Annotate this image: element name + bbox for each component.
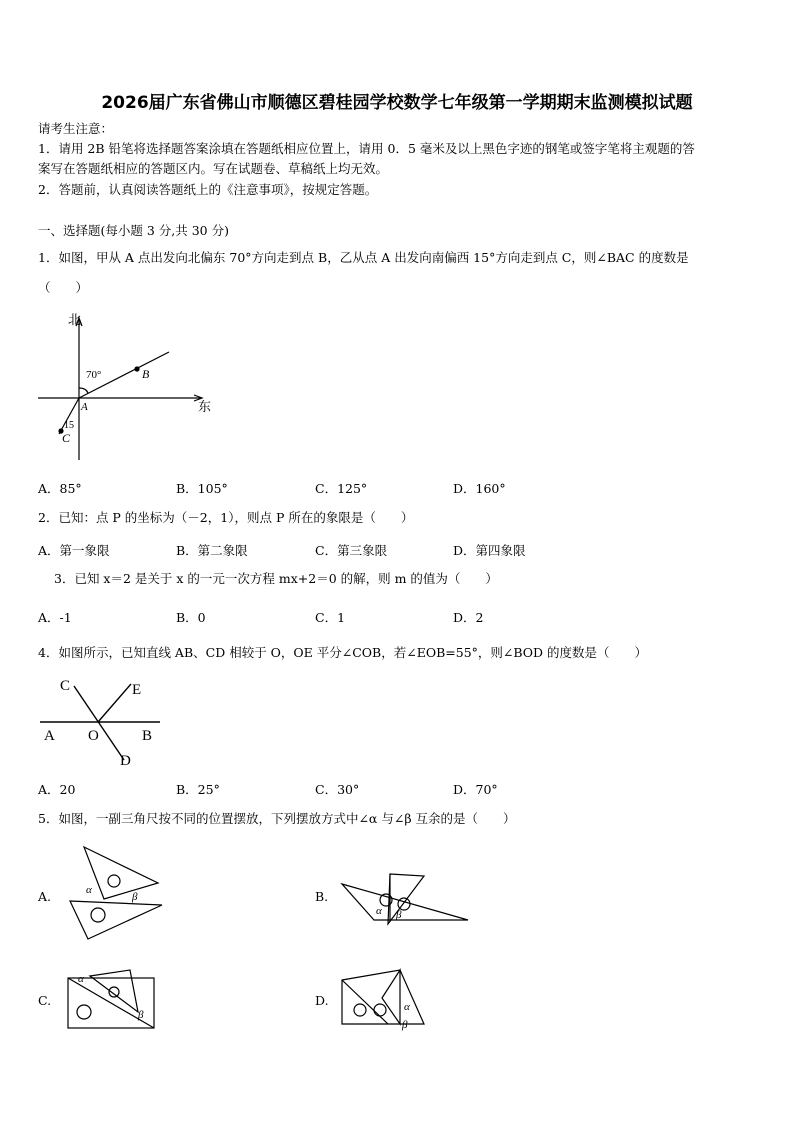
q1-label-15: 15 [64,420,74,431]
q4-line-cd [74,686,124,760]
q4-label-o: O [88,728,99,744]
notice-line-1b: 案写在答题纸相应的答题区内。写在试题卷、草稿纸上均无效。 [38,161,389,176]
q5-option-a[interactable]: A. [38,889,52,904]
q4-label-e: E [132,682,142,698]
q5c-triangle [90,970,138,1012]
q1-label-c: C [62,431,71,445]
q4-stem: 4．如图所示，已知直线 AB、CD 相较于 O，OE 平分∠COB，若∠EOB=55°，则∠BOD 的度数是（ ） [38,645,648,660]
exam-title: 2026届广东省佛山市顺德区碧桂园学校数学七年级第一学期期末监测模拟试题 [101,93,693,113]
q5a-alpha: α [86,884,92,896]
q5-figure-d [338,962,438,1034]
q1-figure [34,310,214,465]
section-heading: 一、选择题(每小题 3 分,共 30 分) [38,223,229,238]
q5d-small-triangle [382,970,400,1024]
q1-paren: （ ） [38,280,89,295]
q1-label-a: A [81,401,88,413]
q5b-beta: β [396,909,402,921]
q5c-beta: β [138,1009,144,1021]
q1-option-a[interactable]: A．85° [38,481,82,496]
q4-ray-oe [98,684,131,722]
q5-figure-c [64,968,160,1034]
q3-option-d[interactable]: D．2 [453,610,484,625]
q5-option-d[interactable]: D. [315,993,329,1008]
q5d-alpha: α [404,1001,410,1013]
q1-point-b [134,366,139,371]
q5-option-c[interactable]: C. [38,993,52,1008]
q1-stem: 1．如图，甲从 A 点出发向北偏东 70°方向走到点 B，乙从点 A 出发向南偏西 15°方向走到点 C，则∠BAC 的度数是 [38,250,689,265]
q5-stem: 5．如图，一副三角尺按不同的位置摆放，下列摆放方式中∠α 与∠β 互余的是（ ） [38,811,516,826]
q3-option-b[interactable]: B．0 [176,610,206,625]
q1-option-c[interactable]: C．125° [315,481,368,496]
q5a-lower-triangle [70,901,162,939]
q5-figure-b [340,852,472,930]
q4-option-d[interactable]: D．70° [453,782,498,797]
q1-angle-70-arc [79,388,88,393]
q4-label-d: D [120,753,131,769]
q2-option-c[interactable]: C．第三象限 [315,543,388,558]
q1-label-70: 70° [86,369,102,381]
q4-option-a[interactable]: A．20 [38,782,76,797]
q3-stem: 3．已知 x＝2 是关于 x 的一元一次方程 mx+2＝0 的解，则 m 的值为（ ） [54,571,498,586]
q3-option-a[interactable]: A．-1 [38,610,72,625]
q5b-alpha: α [376,905,382,917]
q5d-divider [342,980,388,1024]
q5d-beta: β [402,1019,408,1031]
q5a-beta: β [132,891,138,903]
q1-option-d[interactable]: D．160° [453,481,506,496]
q4-option-b[interactable]: B．25° [176,782,220,797]
q2-stem: 2．已知：点 P 的坐标为（－2，1），则点 P 所在的象限是（ ） [38,510,414,525]
q3-option-c[interactable]: C．1 [315,610,346,625]
q1-label-b: B [142,367,150,381]
q4-label-c: C [60,678,71,694]
q5-option-b[interactable]: B. [315,889,329,904]
q4-figure [36,674,166,769]
q4-label-b: B [142,728,153,744]
q5a-upper-triangle [84,847,158,899]
q2-option-d[interactable]: D．第四象限 [453,543,526,558]
q4-label-a: A [44,728,55,744]
q2-option-b[interactable]: B．第二象限 [176,543,248,558]
notice-heading: 请考生注意： [38,121,114,136]
q1-label-north: 北 [68,312,82,327]
q5c-alpha: α [78,973,84,985]
q1-label-east: 东 [198,399,212,414]
notice-line-2: 2．答题前，认真阅读答题纸上的《注意事项》，按规定答题。 [38,182,378,197]
q4-option-c[interactable]: C．30° [315,782,360,797]
q5-figure-a [66,843,166,943]
q1-option-b[interactable]: B．105° [176,481,228,496]
notice-line-1a: 1．请用 2B 铅笔将选择题答案涂填在答题纸相应位置上，请用 0．5 毫米及以上黑色字迹的钢笔或签字笔将主观题的答 [38,141,695,156]
q2-option-a[interactable]: A．第一象限 [38,543,110,558]
